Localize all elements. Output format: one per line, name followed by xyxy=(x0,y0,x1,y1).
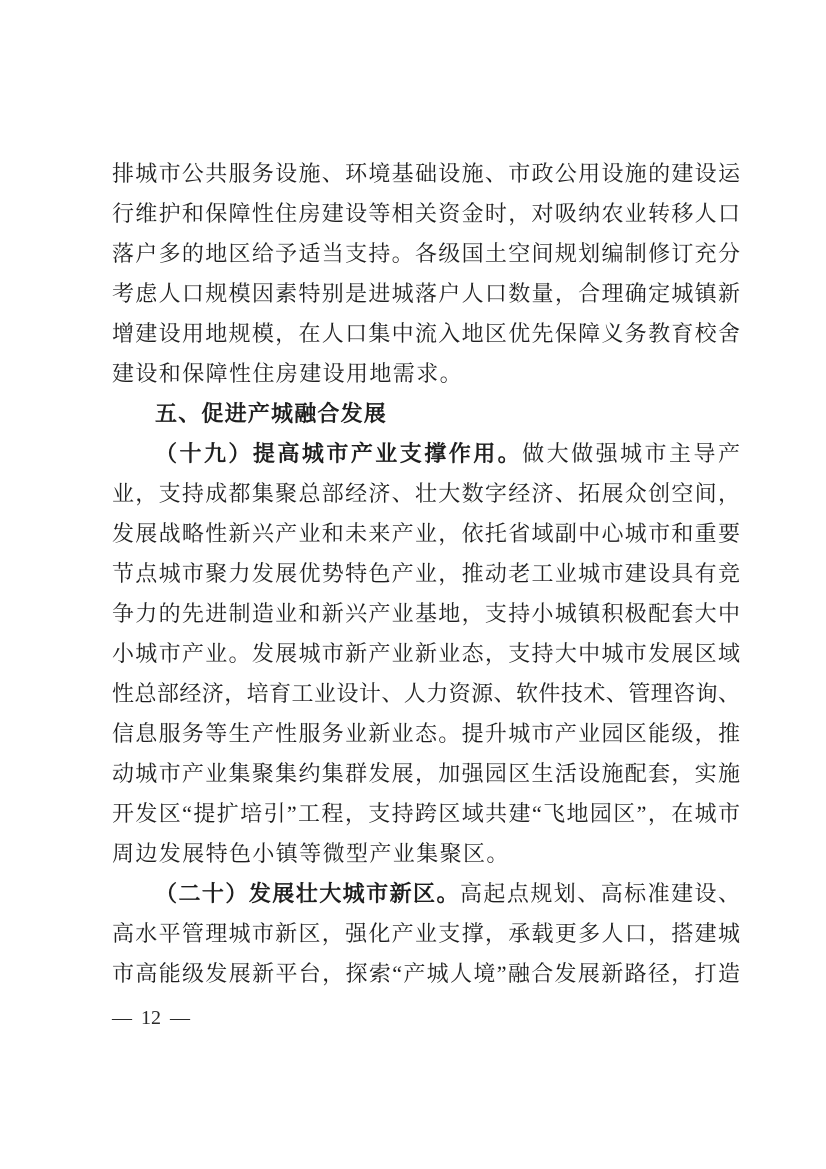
text-line: 考虑人口规模因素特别是进城落户人口数量，合理确定城镇新 xyxy=(112,281,740,306)
paragraph-20 xyxy=(112,874,740,994)
text-line: 增建设用地规模，在人口集中流入地区优先保障义务教育校舍 xyxy=(112,321,740,346)
text-line: 开发区“提扩培引”工程，支持跨区域共建“飞地园区”，在城市 xyxy=(112,801,740,826)
text-line: 建设和保障性住房建设用地需求。 xyxy=(112,361,464,386)
paragraph-20-lead: （二十）发展壮大城市新区。 xyxy=(155,881,460,906)
text-line xyxy=(112,434,740,474)
paragraph-19-lead: （十九）提高城市产业支撑作用。 xyxy=(155,441,523,466)
text-line xyxy=(112,874,740,914)
text-line: 信息服务等生产性服务业新业态。提升城市产业园区能级，推 xyxy=(112,721,740,746)
document-body xyxy=(112,154,740,994)
text-line: 落户多的地区给予适当支持。各级国土空间规划编制修订充分 xyxy=(112,241,740,266)
page-number: 12 xyxy=(141,1007,161,1029)
section-heading: 五、促进产城融合发展 xyxy=(155,401,388,426)
text-line: 行维护和保障性住房建设等相关资金时，对吸纳农业转移人口 xyxy=(112,201,740,226)
text-line: 争力的先进制造业和新兴产业基地，支持小城镇积极配套大中 xyxy=(112,601,740,626)
text-line: 小城市产业。发展城市新产业新业态，支持大中城市发展区域 xyxy=(112,641,740,666)
footer-dash-left: — xyxy=(112,1007,132,1029)
paragraph-20-text-start: 高起点规划、高标准建设、 xyxy=(459,881,740,906)
text-line: 高水平管理城市新区，强化产业支撑，承载更多人口，搭建城 xyxy=(112,921,740,946)
text-line: 排城市公共服务设施、环境基础设施、市政公用设施的建设运 xyxy=(112,161,740,186)
text-line: 周边发展特色小镇等微型产业集聚区。 xyxy=(112,841,510,866)
text-line: 市高能级发展新平台，探索“产城人境”融合发展新路径，打造 xyxy=(112,961,741,986)
page-footer xyxy=(112,1003,190,1033)
text-line: 业，支持成都集聚总部经济、壮大数字经济、拓展众创空间， xyxy=(112,481,740,506)
text-line: 节点城市聚力发展优势特色产业，推动老工业城市建设具有竞 xyxy=(112,561,740,586)
footer-dash-right: — xyxy=(170,1007,190,1029)
text-line: 性总部经济，培育工业设计、人力资源、软件技术、管理咨询、 xyxy=(112,681,740,706)
text-line: 动城市产业集聚集约集群发展，加强园区生活设施配套，实施 xyxy=(112,761,740,786)
paragraph-continuation xyxy=(112,154,740,394)
text-line: 发展战略性新兴产业和未来产业，依托省域副中心城市和重要 xyxy=(112,521,740,546)
paragraph-19 xyxy=(112,434,740,874)
paragraph-19-text-start: 做大做强城市主导产 xyxy=(522,441,740,466)
